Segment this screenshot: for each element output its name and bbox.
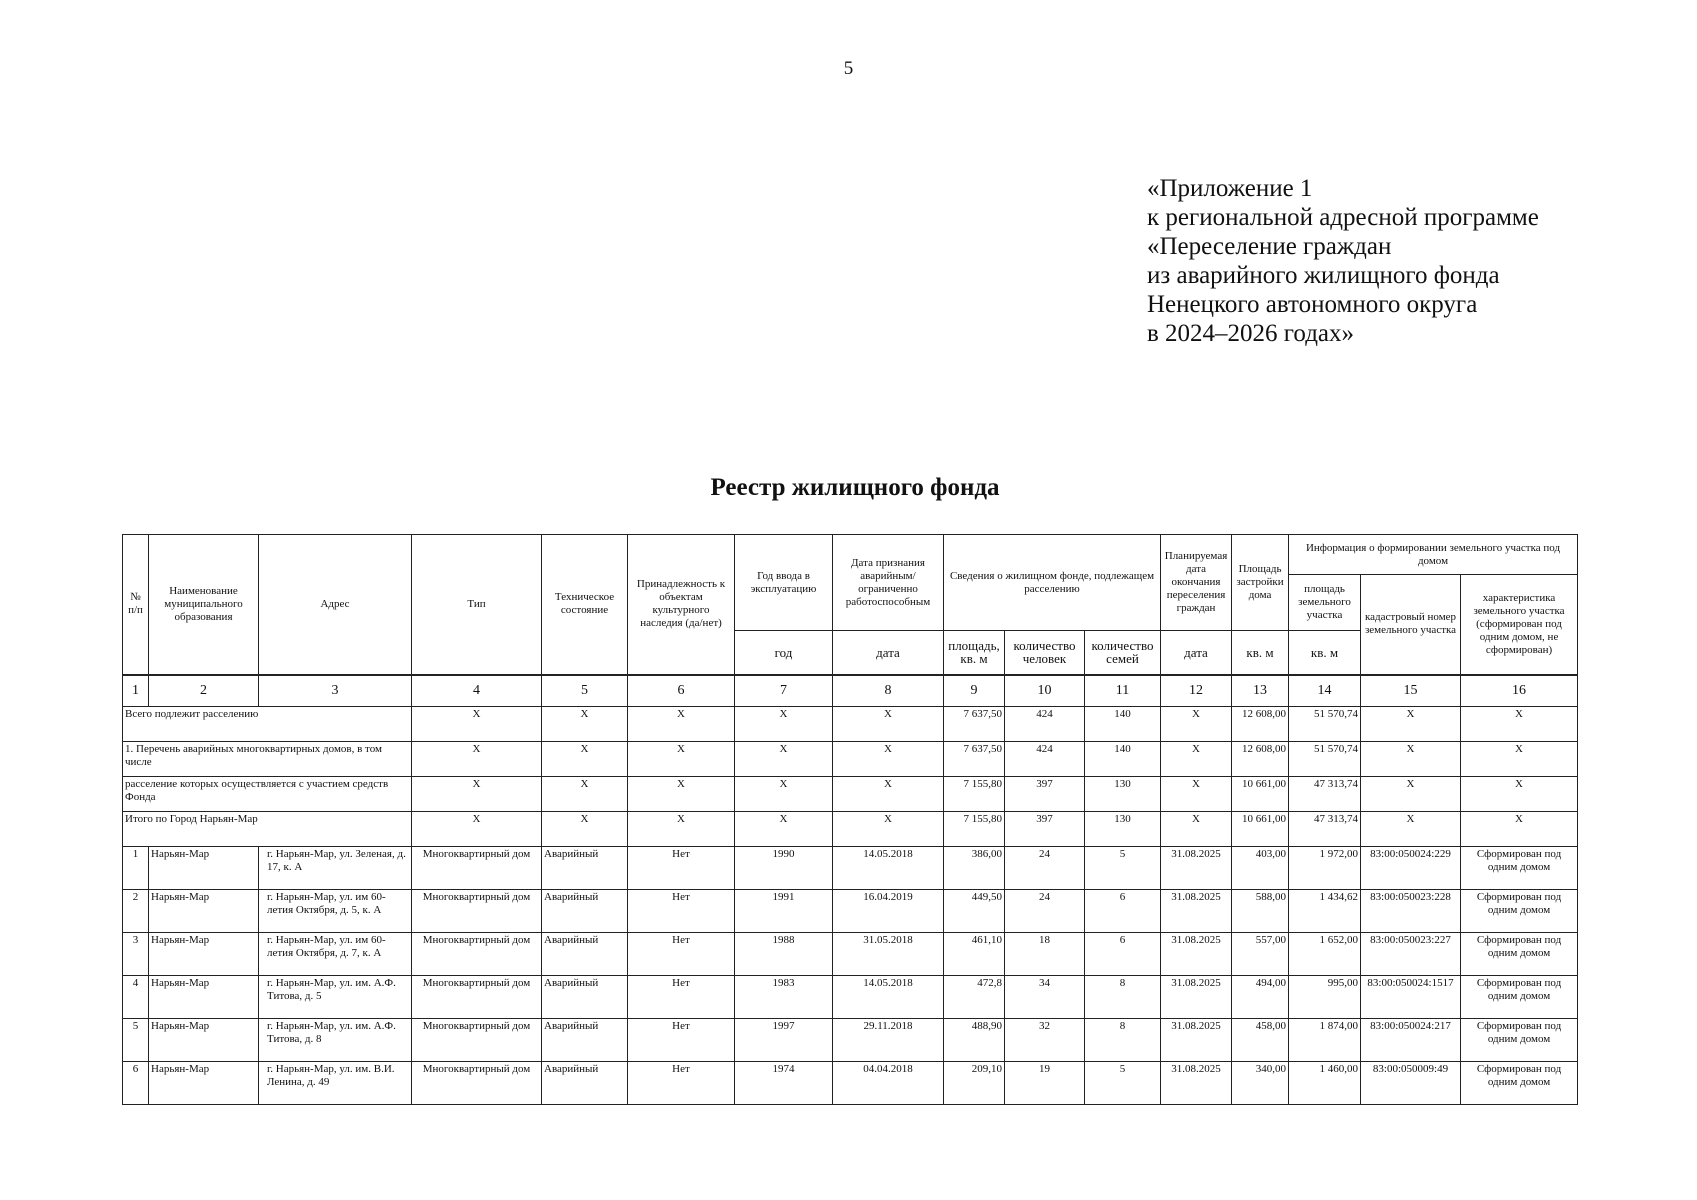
row-date: 31.05.2018 — [833, 933, 944, 976]
row-land-area: 995,00 — [1289, 976, 1361, 1019]
row-address: г. Нарьян-Мар, ул. Зеленая, д. 17, к. А — [259, 847, 412, 890]
row-type: Многоквартирный дом — [412, 1019, 542, 1062]
row-type: Многоквартирный дом — [412, 1062, 542, 1105]
column-number: 10 — [1005, 675, 1085, 707]
row-address: г. Нарьян-Мар, ул. им 60-летия Октября, д. 5, к. А — [259, 890, 412, 933]
summary-x: X — [412, 777, 542, 812]
summary-people: 424 — [1005, 742, 1085, 777]
summary-x: X — [412, 812, 542, 847]
row-condition: Аварийный — [542, 847, 628, 890]
header-resettlement-info: Сведения о жилищном фонде, подлежащем расселению — [944, 535, 1161, 631]
row-building-area: 494,00 — [1232, 976, 1289, 1019]
table-row — [123, 976, 1578, 1019]
summary-x: X — [542, 777, 628, 812]
table-row — [123, 933, 1578, 976]
header-unit-date2: дата — [1161, 631, 1232, 675]
summary-people: 424 — [1005, 707, 1085, 742]
header-unit-year: год — [735, 631, 833, 675]
row-land-area: 1 972,00 — [1289, 847, 1361, 890]
appendix-line: в 2024–2026 годах» — [1147, 320, 1355, 347]
row-area: 488,90 — [944, 1019, 1005, 1062]
appendix-line: из аварийного жилищного фонда — [1147, 262, 1500, 289]
summary-area: 7 637,50 — [944, 742, 1005, 777]
row-people: 19 — [1005, 1062, 1085, 1105]
column-number: 16 — [1461, 675, 1578, 707]
row-end-date: 31.08.2025 — [1161, 1019, 1232, 1062]
summary-building-area: 10 661,00 — [1232, 812, 1289, 847]
summary-x: X — [833, 777, 944, 812]
page-number: 5 — [843, 58, 854, 79]
header-unit-families: количество семей — [1085, 631, 1161, 675]
row-num: 2 — [123, 890, 149, 933]
row-land-char: Сформирован под одним домом — [1461, 847, 1578, 890]
column-number: 2 — [149, 675, 259, 707]
row-heritage: Нет — [628, 847, 735, 890]
summary-families: 130 — [1085, 812, 1161, 847]
summary-x: X — [412, 707, 542, 742]
row-area: 449,50 — [944, 890, 1005, 933]
row-cadastral: 83:00:050009:49 — [1361, 1062, 1461, 1105]
column-number: 6 — [628, 675, 735, 707]
row-land-area: 1 434,62 — [1289, 890, 1361, 933]
appendix-line: «Приложение 1 — [1147, 175, 1313, 202]
header-building-area: Площадь застройки дома — [1232, 535, 1289, 631]
summary-people: 397 — [1005, 812, 1085, 847]
header-land-char: характеристика земельного участка (сформирован под одним домом, не сформирован) — [1461, 575, 1578, 675]
summary-x: X — [735, 742, 833, 777]
summary-label: 1. Перечень аварийных многоквартирных домов, в том числе — [123, 742, 412, 777]
summary-x: X — [412, 742, 542, 777]
summary-land-area: 51 570,74 — [1289, 742, 1361, 777]
summary-x: X — [628, 777, 735, 812]
column-number: 8 — [833, 675, 944, 707]
summary-families: 140 — [1085, 742, 1161, 777]
row-families: 8 — [1085, 1019, 1161, 1062]
row-families: 5 — [1085, 1062, 1161, 1105]
row-num: 6 — [123, 1062, 149, 1105]
summary-label: расселение которых осуществляется с участием средств Фонда — [123, 777, 412, 812]
row-land-area: 1 874,00 — [1289, 1019, 1361, 1062]
row-address: г. Нарьян-Мар, ул. им 60-летия Октября, д. 7, к. А — [259, 933, 412, 976]
summary-x: X — [1361, 777, 1461, 812]
row-date: 16.04.2019 — [833, 890, 944, 933]
row-people: 32 — [1005, 1019, 1085, 1062]
row-municipality: Нарьян-Мар — [149, 1019, 259, 1062]
row-heritage: Нет — [628, 1019, 735, 1062]
row-municipality: Нарьян-Мар — [149, 1062, 259, 1105]
table-row — [123, 890, 1578, 933]
header-municipality: Наименование муниципального образования — [149, 535, 259, 675]
summary-building-area: 10 661,00 — [1232, 777, 1289, 812]
column-number: 11 — [1085, 675, 1161, 707]
summary-x: X — [628, 707, 735, 742]
header-land-info: Информация о формировании земельного участка под домом — [1289, 535, 1578, 575]
column-number: 13 — [1232, 675, 1289, 707]
row-address: г. Нарьян-Мар, ул. им. В.И. Ленина, д. 49 — [259, 1062, 412, 1105]
summary-people: 397 — [1005, 777, 1085, 812]
row-end-date: 31.08.2025 — [1161, 933, 1232, 976]
row-families: 5 — [1085, 847, 1161, 890]
row-building-area: 458,00 — [1232, 1019, 1289, 1062]
row-num: 1 — [123, 847, 149, 890]
table-row — [123, 1019, 1578, 1062]
row-people: 24 — [1005, 890, 1085, 933]
header-type: Тип — [412, 535, 542, 675]
summary-x: X — [1361, 707, 1461, 742]
column-number: 15 — [1361, 675, 1461, 707]
column-number: 12 — [1161, 675, 1232, 707]
summary-families: 140 — [1085, 707, 1161, 742]
row-heritage: Нет — [628, 1062, 735, 1105]
row-num: 3 — [123, 933, 149, 976]
row-area: 472,8 — [944, 976, 1005, 1019]
row-land-char: Сформирован под одним домом — [1461, 1019, 1578, 1062]
row-year: 1990 — [735, 847, 833, 890]
row-building-area: 588,00 — [1232, 890, 1289, 933]
row-people: 18 — [1005, 933, 1085, 976]
row-cadastral: 83:00:050024:217 — [1361, 1019, 1461, 1062]
row-land-char: Сформирован под одним домом — [1461, 890, 1578, 933]
summary-label: Итого по Город Нарьян-Мар — [123, 812, 412, 847]
row-area: 461,10 — [944, 933, 1005, 976]
summary-x: X — [628, 812, 735, 847]
row-land-char: Сформирован под одним домом — [1461, 933, 1578, 976]
header-address: Адрес — [259, 535, 412, 675]
summary-x: X — [735, 812, 833, 847]
table-row — [123, 847, 1578, 890]
row-cadastral: 83:00:050023:228 — [1361, 890, 1461, 933]
summary-x: X — [628, 742, 735, 777]
header-unit-date: дата — [833, 631, 944, 675]
column-number: 9 — [944, 675, 1005, 707]
row-area: 386,00 — [944, 847, 1005, 890]
row-heritage: Нет — [628, 933, 735, 976]
column-number: 14 — [1289, 675, 1361, 707]
registry-table — [122, 534, 1578, 1105]
row-cadastral: 83:00:050024:229 — [1361, 847, 1461, 890]
summary-x: X — [735, 777, 833, 812]
row-building-area: 403,00 — [1232, 847, 1289, 890]
summary-label: Всего подлежит расселению — [123, 707, 412, 742]
header-unit-people: количество человек — [1005, 631, 1085, 675]
row-year: 1974 — [735, 1062, 833, 1105]
row-families: 8 — [1085, 976, 1161, 1019]
summary-x: X — [1161, 812, 1232, 847]
header-cadastral: кадастровый номер земельного участка — [1361, 575, 1461, 675]
row-heritage: Нет — [628, 890, 735, 933]
summary-area: 7 155,80 — [944, 777, 1005, 812]
column-number: 3 — [259, 675, 412, 707]
summary-x: X — [1361, 742, 1461, 777]
row-date: 04.04.2018 — [833, 1062, 944, 1105]
row-land-area: 1 652,00 — [1289, 933, 1361, 976]
summary-x: X — [735, 707, 833, 742]
summary-x: X — [1461, 707, 1578, 742]
summary-row — [123, 812, 1578, 847]
summary-area: 7 155,80 — [944, 812, 1005, 847]
row-cadastral: 83:00:050023:227 — [1361, 933, 1461, 976]
summary-row — [123, 707, 1578, 742]
row-condition: Аварийный — [542, 976, 628, 1019]
row-area: 209,10 — [944, 1062, 1005, 1105]
summary-x: X — [542, 812, 628, 847]
row-families: 6 — [1085, 890, 1161, 933]
row-end-date: 31.08.2025 — [1161, 890, 1232, 933]
row-date: 29.11.2018 — [833, 1019, 944, 1062]
row-building-area: 340,00 — [1232, 1062, 1289, 1105]
header-unit-sqm2: кв. м — [1289, 631, 1361, 675]
row-condition: Аварийный — [542, 1019, 628, 1062]
header-heritage: Принадлежность к объектам культурного наследия (да/нет) — [628, 535, 735, 675]
column-number: 7 — [735, 675, 833, 707]
row-municipality: Нарьян-Мар — [149, 847, 259, 890]
column-number: 5 — [542, 675, 628, 707]
row-type: Многоквартирный дом — [412, 847, 542, 890]
row-municipality: Нарьян-Мар — [149, 976, 259, 1019]
column-number: 1 — [123, 675, 149, 707]
summary-x: X — [1361, 812, 1461, 847]
header-condition: Техническое состояние — [542, 535, 628, 675]
summary-area: 7 637,50 — [944, 707, 1005, 742]
summary-x: X — [1461, 777, 1578, 812]
row-type: Многоквартирный дом — [412, 933, 542, 976]
row-land-char: Сформирован под одним домом — [1461, 976, 1578, 1019]
row-people: 34 — [1005, 976, 1085, 1019]
appendix-line: к региональной адресной программе — [1147, 204, 1539, 231]
summary-x: X — [833, 812, 944, 847]
header-land-area: площадь земельного участка — [1289, 575, 1361, 631]
appendix-line: «Переселение граждан — [1147, 233, 1392, 260]
row-end-date: 31.08.2025 — [1161, 1062, 1232, 1105]
row-year: 1997 — [735, 1019, 833, 1062]
summary-x: X — [1161, 707, 1232, 742]
document-title: Реестр жилищного фонда — [710, 474, 1000, 501]
summary-x: X — [833, 742, 944, 777]
row-year: 1983 — [735, 976, 833, 1019]
summary-land-area: 47 313,74 — [1289, 812, 1361, 847]
row-municipality: Нарьян-Мар — [149, 933, 259, 976]
header-recognition-date: Дата признания аварийным/ ограниченно работоспособным — [833, 535, 944, 631]
row-land-char: Сформирован под одним домом — [1461, 1062, 1578, 1105]
row-num: 4 — [123, 976, 149, 1019]
header-unit-sqm: кв. м — [1232, 631, 1289, 675]
row-address: г. Нарьян-Мар, ул. им. А.Ф. Титова, д. 5 — [259, 976, 412, 1019]
summary-x: X — [1161, 742, 1232, 777]
row-people: 24 — [1005, 847, 1085, 890]
row-year: 1991 — [735, 890, 833, 933]
row-condition: Аварийный — [542, 1062, 628, 1105]
summary-x: X — [1161, 777, 1232, 812]
row-type: Многоквартирный дом — [412, 976, 542, 1019]
row-municipality: Нарьян-Мар — [149, 890, 259, 933]
row-building-area: 557,00 — [1232, 933, 1289, 976]
summary-x: X — [1461, 812, 1578, 847]
row-num: 5 — [123, 1019, 149, 1062]
summary-x: X — [1461, 742, 1578, 777]
summary-land-area: 47 313,74 — [1289, 777, 1361, 812]
summary-families: 130 — [1085, 777, 1161, 812]
appendix-line: Ненецкого автономного округа — [1147, 291, 1478, 318]
summary-x: X — [833, 707, 944, 742]
row-type: Многоквартирный дом — [412, 890, 542, 933]
header-unit-area: площадь, кв. м — [944, 631, 1005, 675]
appendix-header — [1147, 174, 1539, 348]
row-end-date: 31.08.2025 — [1161, 976, 1232, 1019]
row-end-date: 31.08.2025 — [1161, 847, 1232, 890]
row-condition: Аварийный — [542, 933, 628, 976]
header-num: № п/п — [123, 535, 149, 675]
row-condition: Аварийный — [542, 890, 628, 933]
summary-building-area: 12 608,00 — [1232, 707, 1289, 742]
row-year: 1988 — [735, 933, 833, 976]
row-cadastral: 83:00:050024:1517 — [1361, 976, 1461, 1019]
row-families: 6 — [1085, 933, 1161, 976]
row-heritage: Нет — [628, 976, 735, 1019]
table-row — [123, 1062, 1578, 1105]
row-date: 14.05.2018 — [833, 847, 944, 890]
row-date: 14.05.2018 — [833, 976, 944, 1019]
column-number: 4 — [412, 675, 542, 707]
row-address: г. Нарьян-Мар, ул. им. А.Ф. Титова, д. 8 — [259, 1019, 412, 1062]
header-planned-end: Планируемая дата окончания переселения граждан — [1161, 535, 1232, 631]
row-land-area: 1 460,00 — [1289, 1062, 1361, 1105]
summary-building-area: 12 608,00 — [1232, 742, 1289, 777]
summary-land-area: 51 570,74 — [1289, 707, 1361, 742]
header-year-commissioned: Год ввода в эксплуатацию — [735, 535, 833, 631]
summary-x: X — [542, 742, 628, 777]
summary-x: X — [542, 707, 628, 742]
summary-row — [123, 777, 1578, 812]
summary-row — [123, 742, 1578, 777]
